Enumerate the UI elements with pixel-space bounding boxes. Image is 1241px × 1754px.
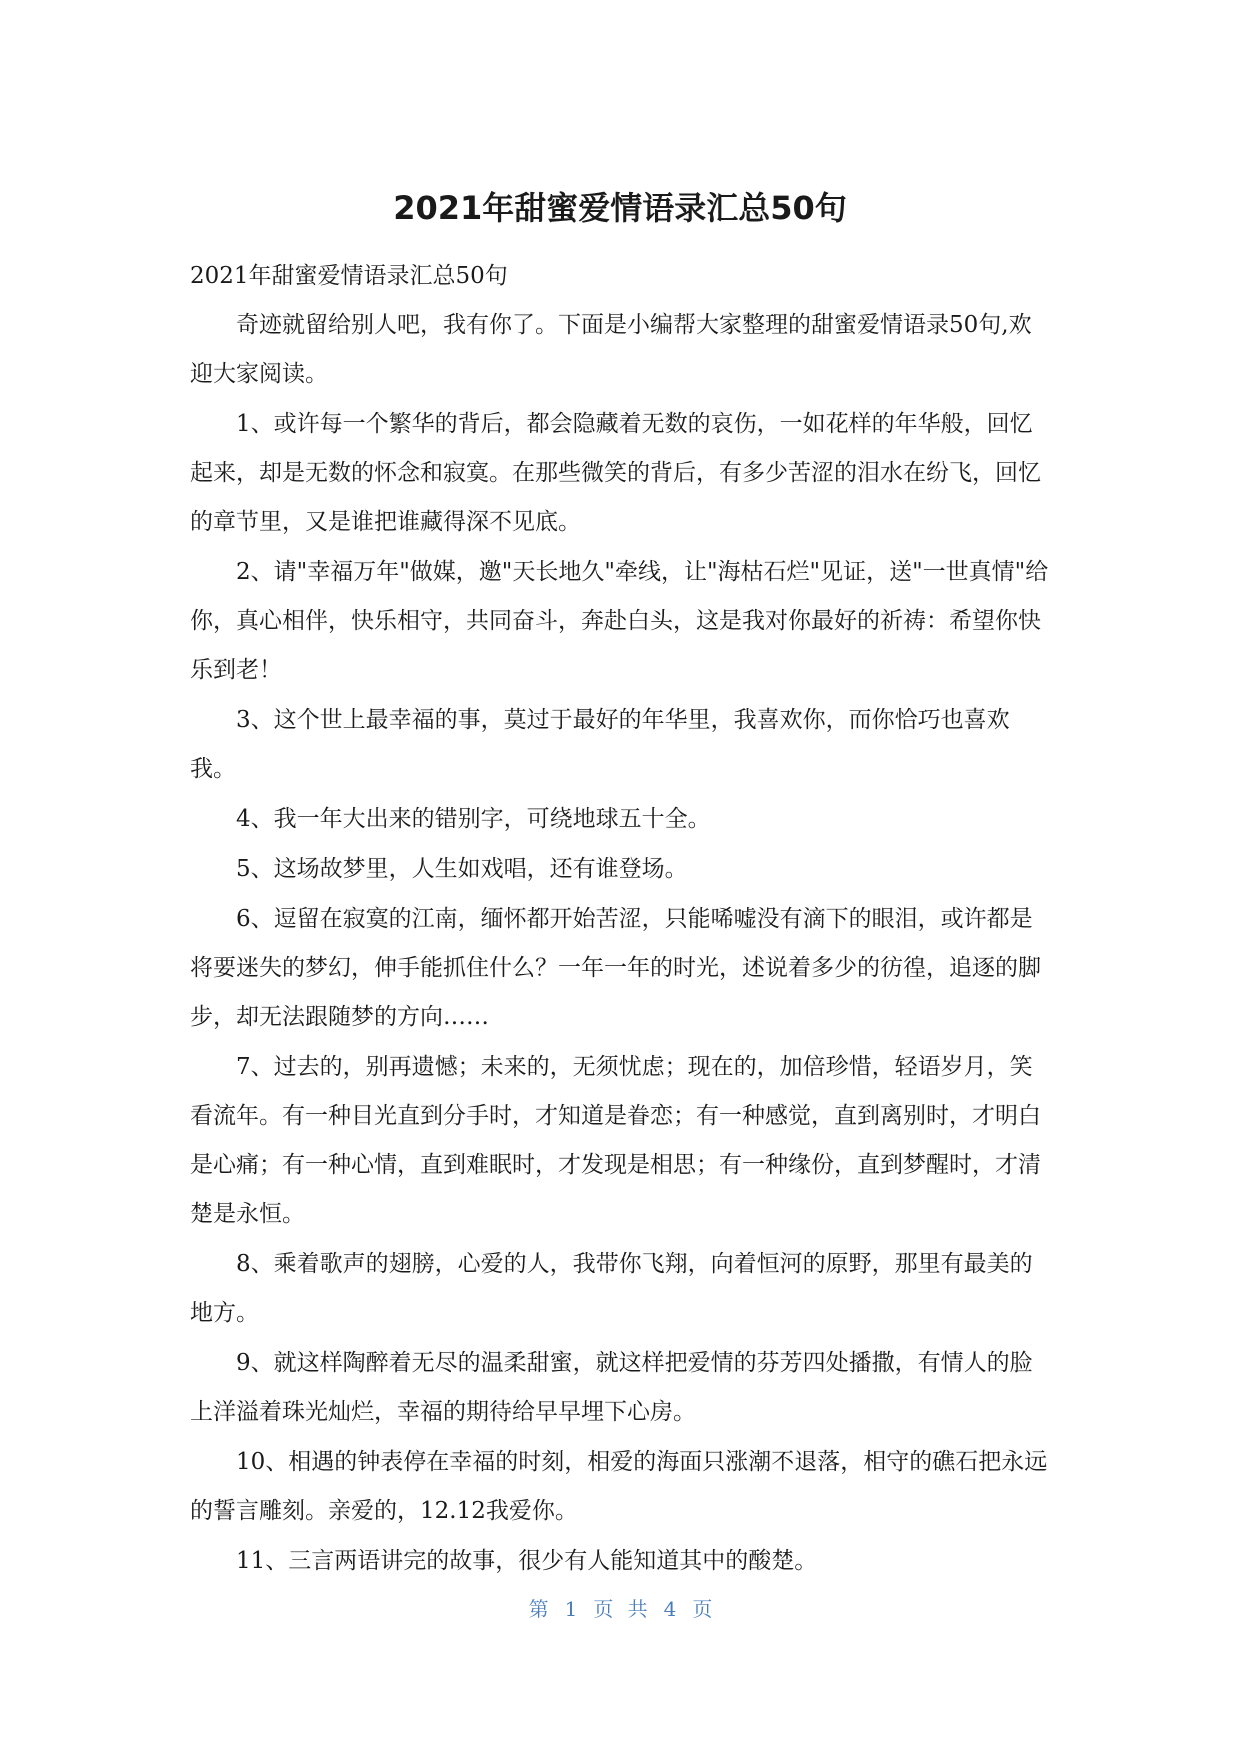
- paragraph-item: 2、请"幸福万年"做媒，邀"天长地久"牵线，让"海枯石烂"见证，送"一世真情"给你，真心相伴，快乐相守，共同奋斗，奔赴白头，这是我对你最好的祈祷：希望你快乐到老！: [190, 559, 1049, 683]
- paragraph-item: 7、过去的，别再遗憾；未来的，无须忧虑；现在的，加倍珍惜，轻语岁月，笑看流年。有一种目光直到分手时，才知道是眷恋；有一种感觉，直到离别时，才明白是心痛；有一种心情，直到难眠时，才发现是相思；有一种缘份，直到梦醒时，才清楚是永恒。: [190, 1054, 1041, 1227]
- paragraph-item: 4、我一年大出来的错别字，可绕地球五十全。: [236, 806, 711, 832]
- document-body: [190, 252, 1050, 1587]
- document-subtitle: 2021年甜蜜爱情语录汇总50句: [190, 263, 508, 289]
- paragraph-item: 5、这场故梦里，人生如戏唱，还有谁登场。: [236, 856, 688, 882]
- paragraph-item: 1、或许每一个繁华的背后，都会隐藏着无数的哀伤，一如花样的年华般，回忆起来，却是无数的怀念和寂寞。在那些微笑的背后，有多少苦涩的泪水在纷飞，回忆的章节里，又是谁把谁藏得深不见底。: [190, 411, 1041, 535]
- paragraph-intro: 奇迹就留给别人吧，我有你了。下面是小编帮大家整理的甜蜜爱情语录50句,欢迎大家阅读。: [190, 312, 1032, 387]
- footer-label-page: 第: [528, 1597, 549, 1621]
- paragraph-item: 3、这个世上最幸福的事，莫过于最好的年华里，我喜欢你，而你恰巧也喜欢我。: [190, 707, 1010, 782]
- paragraph-item: 6、逗留在寂寞的江南，缅怀都开始苦涩，只能唏嘘没有滴下的眼泪，或许都是将要迷失的梦幻，伸手能抓住什么？一年一年的时光，述说着多少的彷徨，追逐的脚步，却无法跟随梦的方向……: [190, 906, 1041, 1030]
- paragraph-item: 11、三言两语讲完的故事，很少有人能知道其中的酸楚。: [236, 1548, 818, 1574]
- footer-label-of: 页 共: [593, 1597, 648, 1621]
- footer-total-pages: 4: [663, 1597, 677, 1621]
- document-title: 2021年甜蜜爱情语录汇总50句: [393, 189, 847, 227]
- paragraph-item: 8、乘着歌声的翅膀，心爱的人，我带你飞翔，向着恒河的原野，那里有最美的地方。: [190, 1251, 1033, 1326]
- paragraph-item: 9、就这样陶醉着无尽的温柔甜蜜，就这样把爱情的芬芳四处播撒，有情人的脸上洋溢着珠光灿烂，幸福的期待给早早埋下心房。: [190, 1350, 1033, 1425]
- paragraph-item: 10、相遇的钟表停在幸福的时刻，相爱的海面只涨潮不退落，相守的礁石把永远的誓言雕刻。亲爱的，12.12我爱你。: [190, 1449, 1048, 1524]
- page-footer: [0, 1594, 1241, 1624]
- footer-current-page: 1: [564, 1597, 578, 1621]
- footer-label-end: 页: [692, 1597, 713, 1621]
